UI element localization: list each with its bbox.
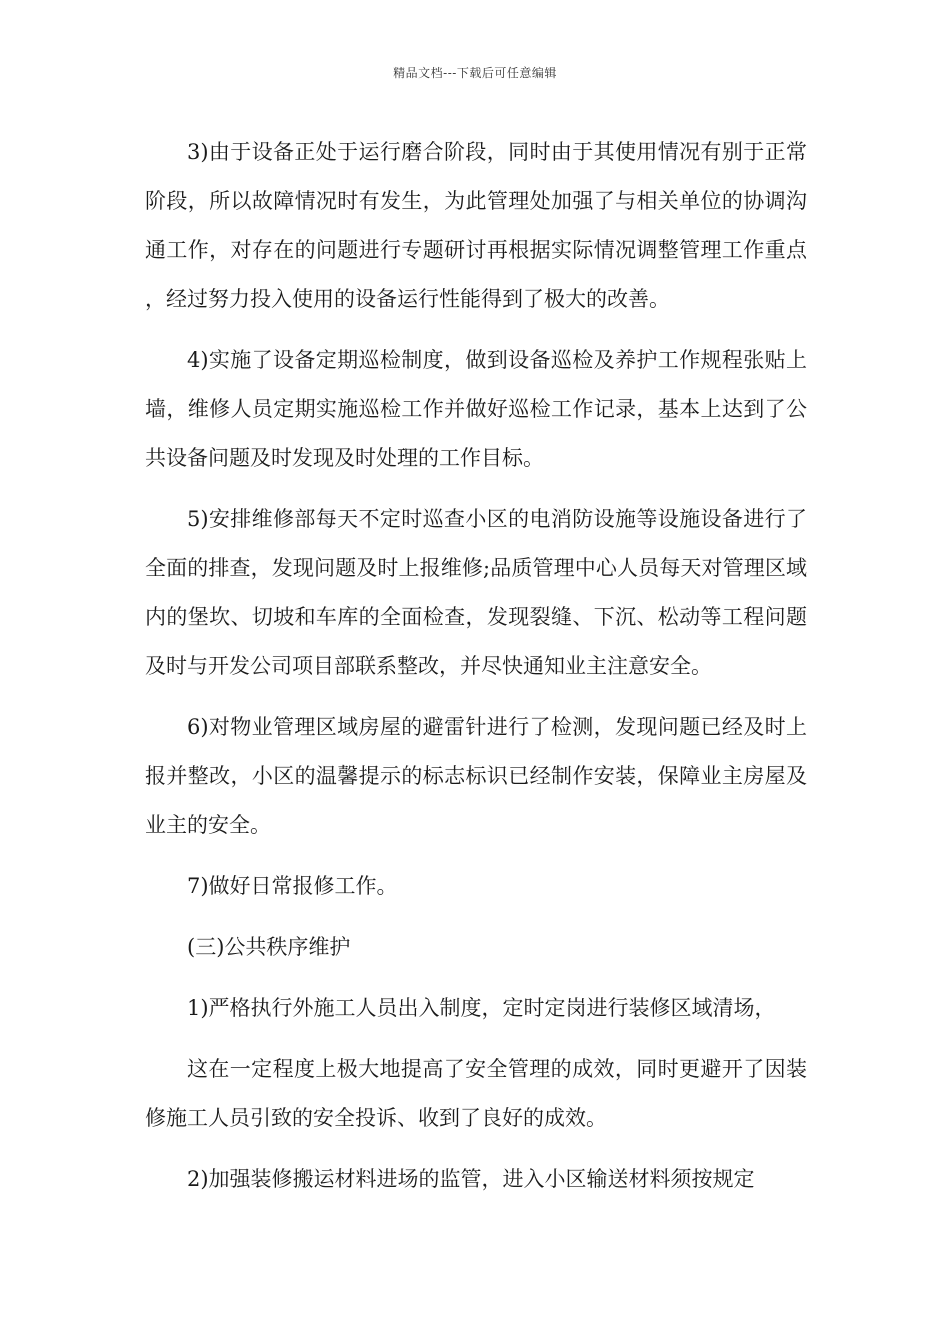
paragraph-daily-repairs: 7)做好日常报修工作。 xyxy=(187,874,398,898)
paragraph-maintenance-patrol: 5)安排维修部每天不定时巡查小区的电消防设施等设施设备进行了全面的排查，发现问题及时上报维修;品质管理中心人员每天对管理区域内的堡坎、切坡和车库的全面检查，发现裂缝、下沉、松动等工程问题及时与开发公司项目部联系整改，并尽快通知业主注意安全。 xyxy=(145,507,807,678)
paragraph-safety-results: 这在一定程度上极大地提高了安全管理的成效，同时更避开了因装修施工人员引致的安全投诉、收到了良好的成效。 xyxy=(145,1057,807,1130)
paragraph-equipment-running-in: 3)由于设备正处于运行磨合阶段，同时由于其使用情况有别于正常阶段，所以故障情况时有发生，为此管理处加强了与相关单位的协调沟通工作，对存在的问题进行专题研讨再根据实际情况调整管理工作重点，经过努力投入使用的设备运行性能得到了极大的改善。 xyxy=(145,140,807,311)
page-header: 精品文档---下载后可任意编辑 xyxy=(393,66,557,80)
paragraph-material-supervision: 2)加强装修搬运材料进场的监管，进入小区输送材料须按规定 xyxy=(187,1167,755,1191)
paragraph-lightning-rod-check: 6)对物业管理区域房屋的避雷针进行了检测，发现问题已经及时上报并整改，小区的温馨提示的标志标识已经制作安装，保障业主房屋及业主的安全。 xyxy=(145,715,807,837)
document-body xyxy=(145,128,807,1216)
paragraph-inspection-system: 4)实施了设备定期巡检制度，做到设备巡检及养护工作规程张贴上墙，维修人员定期实施巡检工作并做好巡检工作记录，基本上达到了公共设备问题及时发现及时处理的工作目标。 xyxy=(145,348,807,470)
paragraph-worker-access: 1)严格执行外施工人员出入制度，定时定岗进行装修区域清场， xyxy=(187,996,776,1020)
section-heading-public-order: (三)公共秩序维护 xyxy=(187,935,351,959)
